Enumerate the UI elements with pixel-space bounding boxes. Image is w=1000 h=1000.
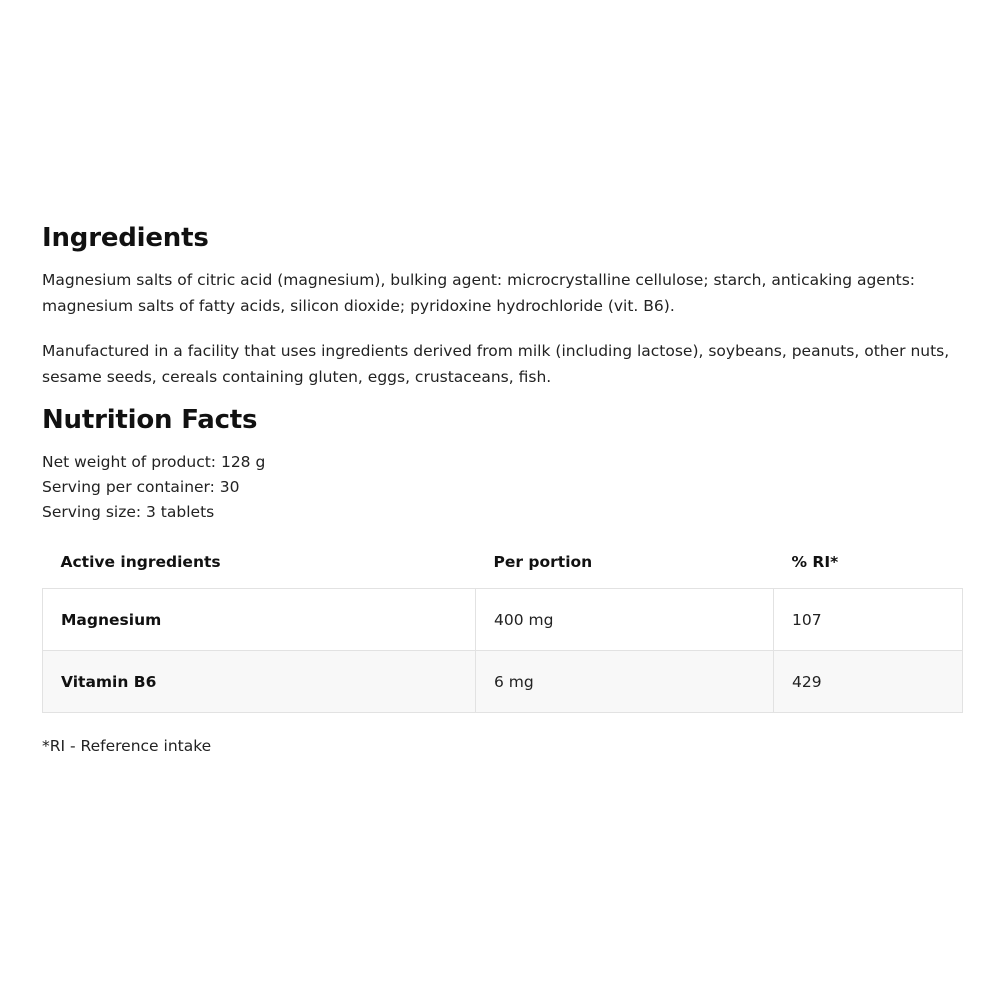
ri-value: 429	[774, 651, 963, 713]
serving-size: Serving size: 3 tablets	[42, 503, 215, 521]
ingredients-text: Magnesium salts of citric acid (magnesium), bulking agent: microcrystalline cellulose; starch, anticaking agents: magnesium salts of fatty acids, silicon dioxide; pyridoxine hydrochloride (vit. B6).	[42, 271, 916, 315]
column-header-per-portion: Per portion	[493, 552, 593, 571]
table-header-row	[43, 535, 963, 589]
ri-footnote: *RI - Reference intake	[42, 737, 212, 755]
table-row	[43, 651, 963, 713]
table-row	[43, 589, 963, 651]
ingredients-heading: Ingredients	[42, 223, 209, 253]
nutrition-table	[42, 535, 963, 713]
ingredient-name: Magnesium	[43, 589, 476, 651]
ri-value: 107	[774, 589, 963, 651]
ingredient-name: Vitamin B6	[43, 651, 476, 713]
product-info	[42, 222, 962, 757]
per-portion-value: 6 mg	[476, 651, 774, 713]
net-weight: Net weight of product: 128 g	[42, 453, 266, 471]
servings-per-container: Serving per container: 30	[42, 478, 240, 496]
column-header-ri: % RI*	[791, 552, 839, 571]
per-portion-value: 400 mg	[476, 589, 774, 651]
column-header-active-ingredients: Active ingredients	[60, 552, 221, 571]
nutrition-facts-heading: Nutrition Facts	[42, 405, 258, 435]
allergen-note: Manufactured in a facility that uses ingredients derived from milk (including lactose), soybeans, peanuts, other nuts, sesame seeds, cereals containing gluten, eggs, crustaceans, fish.	[42, 342, 950, 386]
nutrition-summary	[42, 450, 962, 525]
